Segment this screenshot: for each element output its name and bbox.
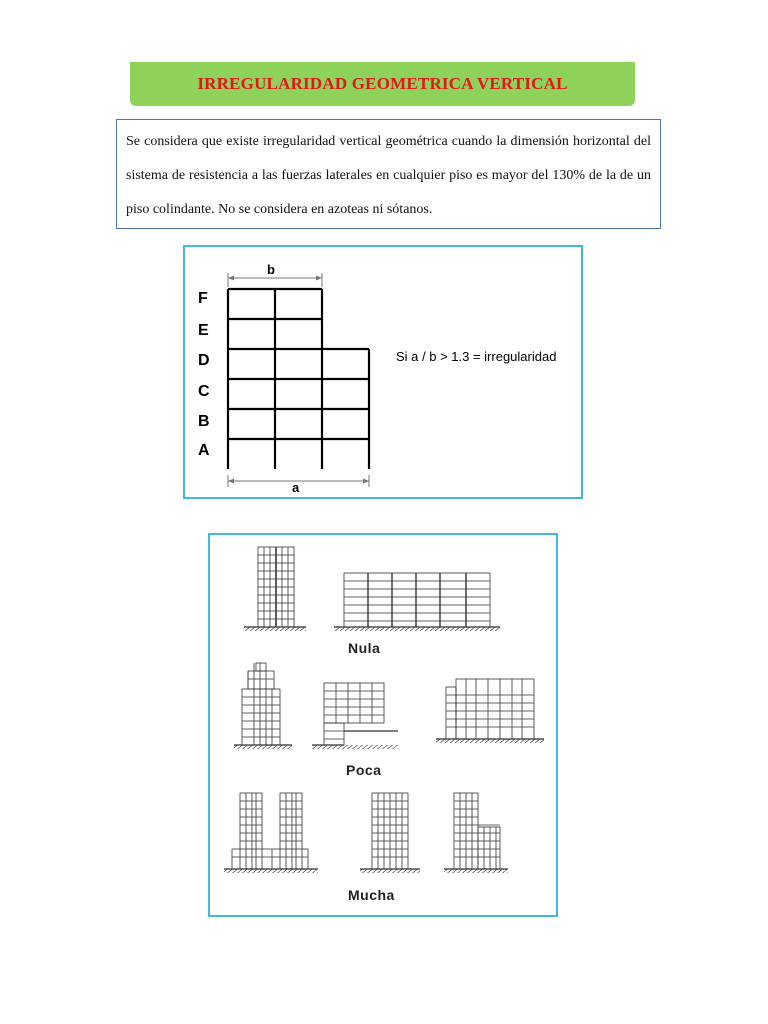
frame-grid-drawing: [185, 247, 581, 497]
category-label-nula: Nula: [348, 640, 381, 656]
category-label-mucha: Mucha: [348, 887, 395, 903]
building-examples-panel: [208, 533, 558, 917]
irregularity-diagram: [183, 245, 583, 499]
definition-text: Se considera que existe irregularidad vertical geométrica cuando la dimensión horizontal del sistema de resistencia a las fuerzas laterales en cualquier piso es mayor del 130% de la de un piso colindante. No se considera en azoteas ni sótanos.: [126, 134, 651, 217]
floor-label-d: D: [198, 352, 210, 369]
irregularity-rule: Si a / b > 1.3 = irregularidad: [396, 349, 557, 364]
floor-label-e: E: [198, 322, 209, 339]
definition-box: [116, 119, 661, 229]
page-title: IRREGULARIDAD GEOMETRICA VERTICAL: [197, 74, 568, 93]
dimension-a-label: a: [292, 480, 300, 495]
floor-label-f: F: [198, 290, 208, 307]
floor-label-a: A: [198, 442, 210, 459]
dimension-b-label: b: [267, 262, 275, 277]
floor-label-c: C: [198, 383, 210, 400]
floor-label-b: B: [198, 413, 210, 430]
building-sketches: [210, 535, 556, 915]
title-banner: [130, 62, 635, 106]
category-label-poca: Poca: [346, 762, 382, 778]
